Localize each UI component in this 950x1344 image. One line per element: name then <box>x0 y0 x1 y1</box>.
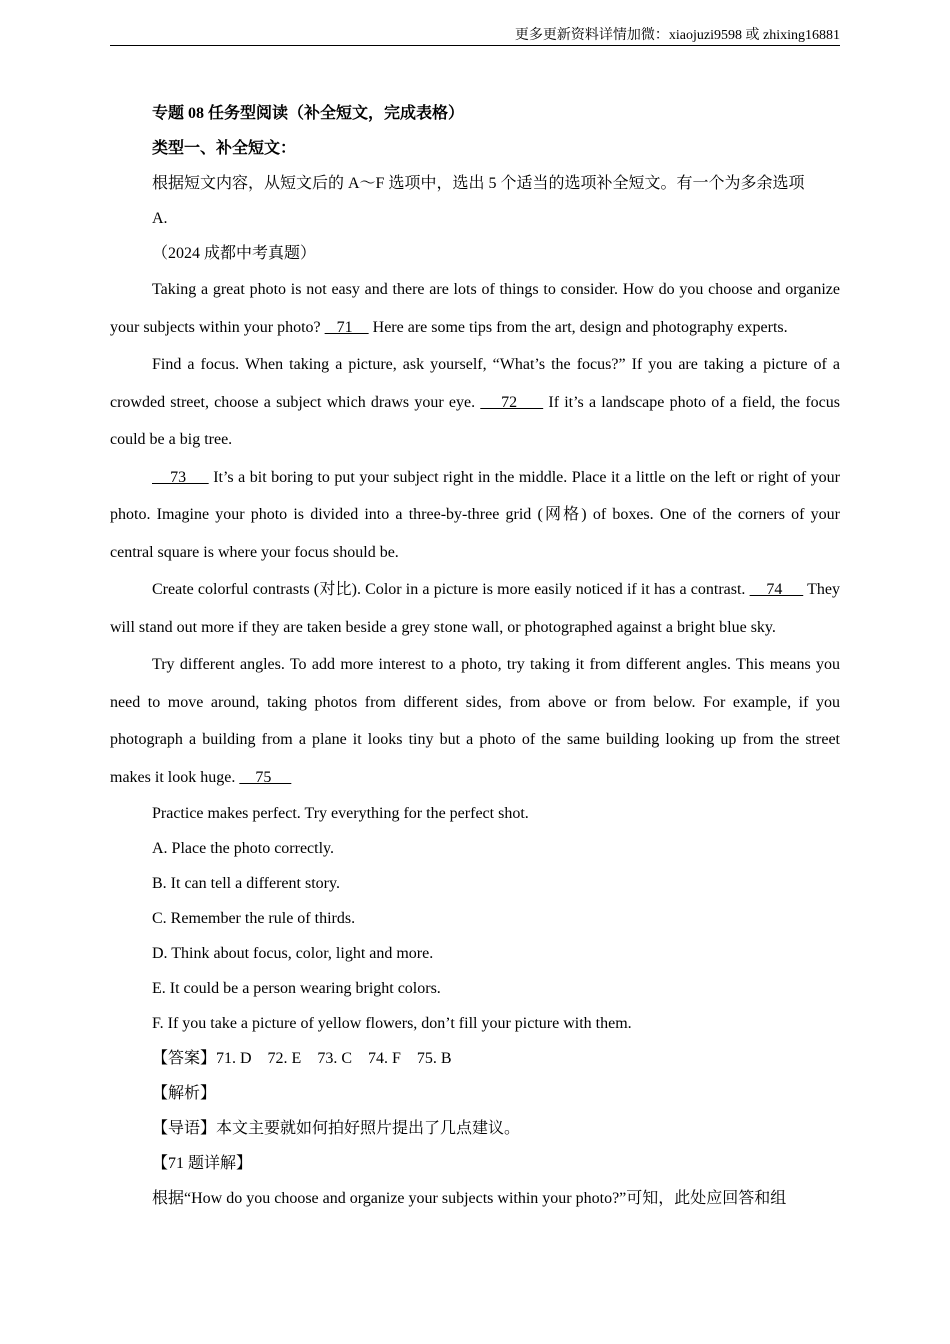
option-e: E. It could be a person wearing bright colors. <box>152 980 441 997</box>
source-note: （2024 成都中考真题） <box>152 245 317 262</box>
option-c: C. Remember the rule of thirds. <box>152 910 356 927</box>
passage-paragraph-3 <box>110 459 840 572</box>
document-body <box>110 96 840 1216</box>
type-heading: 类型一、补全短文： <box>152 140 297 157</box>
blank-71: 71 <box>324 318 369 336</box>
option-a: A. Place the photo correctly. <box>152 840 335 857</box>
passage-paragraph-4 <box>110 571 840 646</box>
paragraph-text: They will stand out more if they are taken beside a grey stone wall, or photographed against a bright blue sky. <box>110 581 840 636</box>
header-rule <box>110 45 840 46</box>
blank-73: 73 <box>152 468 209 486</box>
analysis-label: 【解析】 <box>152 1085 217 1102</box>
option-b: B. It can tell a different story. <box>152 875 340 892</box>
blank-72: 72 <box>480 393 544 411</box>
paragraph-text: Here are some tips from the art, design and photography experts. <box>368 318 788 336</box>
q71-label: 【71 题详解】 <box>152 1155 253 1172</box>
blank-75: 75 <box>239 768 292 786</box>
option-d: D. Think about focus, color, light and more. <box>152 945 434 962</box>
answer-line: 【答案】71. D 72. E 73. C 74. F 75. B <box>152 1050 452 1067</box>
passage-paragraph-6: Practice makes perfect. Try everything for the perfect shot. <box>152 805 529 822</box>
blank-74: 74 <box>749 581 804 598</box>
option-f: F. If you take a picture of yellow flowers, don’t fill your picture with them. <box>152 1015 632 1032</box>
passage-paragraph-1 <box>110 271 840 346</box>
passage-paragraph-2 <box>110 346 840 459</box>
instruction-line-1: 根据短文内容，从短文后的 A～F 选项中，选出 5 个适当的选项补全短文。有一个为多余选项 <box>152 175 805 192</box>
instruction-line-2: A. <box>152 210 168 227</box>
paragraph-text: Taking a great photo is not easy and there are lots of things to consider. How do you choose and organize your subjects within your photo? <box>110 281 840 336</box>
paragraph-text: Find a focus. When taking a picture, ask yourself, “What’s the focus?” If you are taking a picture of a crowded street, choose a subject which draws your eye. <box>110 356 840 411</box>
paragraph-text: Create colorful contrasts (对比). Color in a picture is more easily noticed if it has a contrast. <box>152 581 750 598</box>
q71-explanation: 根据“How do you choose and organize your subjects within your photo?”可知，此处应回答和组 <box>152 1190 787 1207</box>
passage-paragraph-5 <box>110 646 840 796</box>
paragraph-text: Try different angles. To add more interest to a photo, try taking it from different angles. This means you need to move around, taking photos from different sides, from above or from below. For example, if you photograph a building from a plane it looks tiny but a photo of the same building looking up from the street makes it look huge. <box>110 656 840 786</box>
page-header: 更多更新资料详情加微：xiaojuzi9598 或 zhixing16881 <box>514 28 840 43</box>
topic-title: 专题 08 任务型阅读（补全短文，完成表格） <box>152 105 465 122</box>
paragraph-text: It’s a bit boring to put your subject right in the middle. Place it a little on the left or right of your photo. Imagine your photo is divided into a three-by-three grid (网格) of boxes. One of the corners of your central square is where your focus should be. <box>110 468 841 561</box>
paragraph-text: If it’s a landscape photo of a field, the focus could be a big tree. <box>110 393 841 448</box>
guide-line: 【导语】本文主要就如何拍好照片提出了几点建议。 <box>152 1120 521 1137</box>
